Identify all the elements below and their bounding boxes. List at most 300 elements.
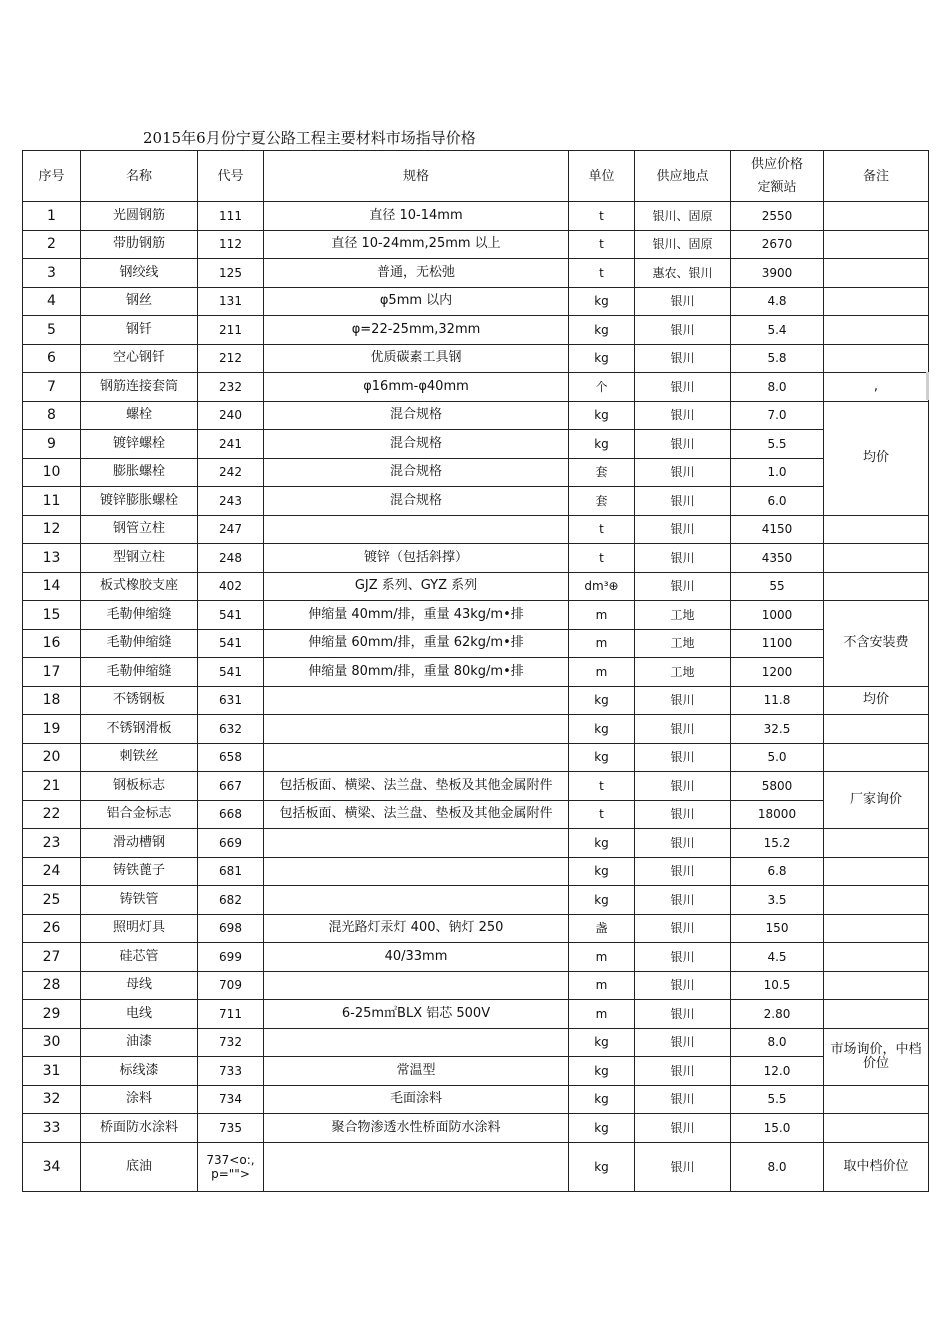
cell-code: 682 <box>198 886 264 915</box>
table-row <box>23 1057 929 1086</box>
cell-code: 698 <box>198 914 264 943</box>
cell-unit: m <box>569 971 635 1000</box>
cell-supply: 银川 <box>635 458 731 487</box>
cell-remark: 均价 <box>824 401 929 515</box>
cell-supply: 银川 <box>635 886 731 915</box>
cell-code: 111 <box>198 202 264 231</box>
cell-code: 402 <box>198 572 264 601</box>
cell-unit: kg <box>569 1057 635 1086</box>
cell-no: 11 <box>23 487 81 516</box>
table-row <box>23 971 929 1000</box>
cell-spec: 聚合物渗透水性桥面防水涂料 <box>264 1114 569 1143</box>
table-row <box>23 401 929 430</box>
cell-supply: 银川 <box>635 829 731 858</box>
table-row <box>23 259 929 288</box>
cell-unit: kg <box>569 829 635 858</box>
cell-no: 27 <box>23 943 81 972</box>
cell-spec: φ16mm-φ40mm <box>264 373 569 402</box>
header-row <box>23 151 929 202</box>
cell-remark <box>824 743 929 772</box>
cell-supply: 银川 <box>635 287 731 316</box>
cell-remark <box>824 857 929 886</box>
cell-unit: kg <box>569 743 635 772</box>
cell-unit: 个 <box>569 373 635 402</box>
cell-code: 247 <box>198 515 264 544</box>
cell-supply: 银川 <box>635 487 731 516</box>
cell-supply: 银川、固原 <box>635 230 731 259</box>
cell-supply: 工地 <box>635 629 731 658</box>
cell-unit: t <box>569 772 635 801</box>
cell-no: 22 <box>23 800 81 829</box>
cell-unit: 套 <box>569 487 635 516</box>
cell-price: 6.8 <box>731 857 824 886</box>
cell-name: 电线 <box>81 1000 198 1029</box>
cell-code: 541 <box>198 658 264 687</box>
cell-name: 毛勒伸缩缝 <box>81 601 198 630</box>
cell-code: 735 <box>198 1114 264 1143</box>
cell-name: 毛勒伸缩缝 <box>81 658 198 687</box>
cell-unit: kg <box>569 401 635 430</box>
cell-supply: 银川 <box>635 316 731 345</box>
cell-unit: kg <box>569 886 635 915</box>
cell-no: 3 <box>23 259 81 288</box>
cell-name: 涂料 <box>81 1085 198 1114</box>
cell-name: 滑动槽钢 <box>81 829 198 858</box>
cell-no: 10 <box>23 458 81 487</box>
cell-no: 16 <box>23 629 81 658</box>
header-name: 名称 <box>81 151 198 202</box>
cell-no: 1 <box>23 202 81 231</box>
cell-name: 照明灯具 <box>81 914 198 943</box>
cell-spec: 伸缩量 60mm/排，重量 62kg/m•排 <box>264 629 569 658</box>
table-row <box>23 316 929 345</box>
cell-price: 4.8 <box>731 287 824 316</box>
cell-supply: 银川 <box>635 1114 731 1143</box>
table-row <box>23 430 929 459</box>
cell-price: 10.5 <box>731 971 824 1000</box>
cell-spec: 常温型 <box>264 1057 569 1086</box>
cell-price: 4.5 <box>731 943 824 972</box>
cell-spec: 直径 10-24mm,25mm 以上 <box>264 230 569 259</box>
cell-price: 5.5 <box>731 430 824 459</box>
cell-code: 681 <box>198 857 264 886</box>
cell-code: 541 <box>198 601 264 630</box>
cell-code: 733 <box>198 1057 264 1086</box>
cell-code: 711 <box>198 1000 264 1029</box>
cell-code: 632 <box>198 715 264 744</box>
cell-supply: 银川 <box>635 1085 731 1114</box>
cell-spec: 混合规格 <box>264 487 569 516</box>
cell-supply: 银川 <box>635 943 731 972</box>
cell-unit: kg <box>569 287 635 316</box>
cell-name: 刺铁丝 <box>81 743 198 772</box>
cell-name: 镀锌膨胀螺栓 <box>81 487 198 516</box>
cell-name: 不锈钢板 <box>81 686 198 715</box>
header-spec: 规格 <box>264 151 569 202</box>
cell-unit: m <box>569 658 635 687</box>
cell-remark <box>824 259 929 288</box>
cell-remark <box>824 971 929 1000</box>
cell-unit: t <box>569 544 635 573</box>
cell-code: 241 <box>198 430 264 459</box>
cell-remark <box>824 886 929 915</box>
table-row <box>23 344 929 373</box>
page-title: 2015年6月份宁夏公路工程主要材料市场指导价格 <box>143 129 476 147</box>
table-row <box>23 601 929 630</box>
cell-no: 6 <box>23 344 81 373</box>
cell-remark: 不含安装费 <box>824 601 929 687</box>
cell-unit: kg <box>569 1085 635 1114</box>
cell-code: 212 <box>198 344 264 373</box>
cell-no: 13 <box>23 544 81 573</box>
cell-code: 658 <box>198 743 264 772</box>
cell-code: 243 <box>198 487 264 516</box>
table-row <box>23 800 929 829</box>
cell-spec: 混合规格 <box>264 401 569 430</box>
cell-name: 光圆钢筋 <box>81 202 198 231</box>
cell-code: 699 <box>198 943 264 972</box>
cell-no: 2 <box>23 230 81 259</box>
header-price-line2: 定额站 <box>757 180 797 195</box>
table-row <box>23 772 929 801</box>
cell-unit: kg <box>569 857 635 886</box>
cell-price: 15.0 <box>731 1114 824 1143</box>
cell-no: 30 <box>23 1028 81 1057</box>
cell-no: 34 <box>23 1142 81 1191</box>
cell-spec: 毛面涂料 <box>264 1085 569 1114</box>
cell-spec: φ=22-25mm,32mm <box>264 316 569 345</box>
cell-price: 7.0 <box>731 401 824 430</box>
cell-spec <box>264 886 569 915</box>
cell-unit: kg <box>569 1142 635 1191</box>
cell-supply: 银川 <box>635 914 731 943</box>
cell-supply: 银川 <box>635 373 731 402</box>
cell-code: 734 <box>198 1085 264 1114</box>
cell-supply: 银川 <box>635 686 731 715</box>
cell-unit: kg <box>569 686 635 715</box>
cell-supply: 银川 <box>635 743 731 772</box>
cell-name: 钢绞线 <box>81 259 198 288</box>
cell-name: 型钢立柱 <box>81 544 198 573</box>
cell-no: 8 <box>23 401 81 430</box>
cell-remark <box>824 230 929 259</box>
cell-unit: kg <box>569 430 635 459</box>
cell-unit: m <box>569 601 635 630</box>
cell-unit: kg <box>569 1114 635 1143</box>
cell-code: 667 <box>198 772 264 801</box>
cell-supply: 银川 <box>635 1142 731 1191</box>
cell-code: 131 <box>198 287 264 316</box>
cell-supply: 银川 <box>635 401 731 430</box>
cell-unit: m <box>569 1000 635 1029</box>
cell-spec: 普通，无松弛 <box>264 259 569 288</box>
cell-remark <box>824 829 929 858</box>
cell-code: 242 <box>198 458 264 487</box>
cell-remark <box>824 544 929 573</box>
header-code: 代号 <box>198 151 264 202</box>
table-row <box>23 1085 929 1114</box>
cell-spec <box>264 971 569 1000</box>
cell-supply: 银川 <box>635 572 731 601</box>
cell-price: 3900 <box>731 259 824 288</box>
cell-spec: 混光路灯汞灯 400、钠灯 250 <box>264 914 569 943</box>
cell-no: 21 <box>23 772 81 801</box>
cell-price: 5.4 <box>731 316 824 345</box>
table-row <box>23 686 929 715</box>
cell-unit: kg <box>569 316 635 345</box>
cell-unit: t <box>569 202 635 231</box>
cell-remark: 均价 <box>824 686 929 715</box>
cell-name: 钢板标志 <box>81 772 198 801</box>
cell-spec: GJZ 系列、GYZ 系列 <box>264 572 569 601</box>
cell-spec <box>264 743 569 772</box>
cell-remark: 厂家询价 <box>824 772 929 829</box>
cell-code: 737<o:, p=""> <box>198 1142 264 1191</box>
cell-supply: 银川 <box>635 772 731 801</box>
cell-unit: kg <box>569 715 635 744</box>
cell-remark <box>824 943 929 972</box>
header-no: 序号 <box>23 151 81 202</box>
cell-no: 24 <box>23 857 81 886</box>
cell-price: 6.0 <box>731 487 824 516</box>
table-row <box>23 515 929 544</box>
cell-remark <box>824 287 929 316</box>
cell-remark <box>824 344 929 373</box>
cell-price: 1100 <box>731 629 824 658</box>
cell-supply: 银川 <box>635 1057 731 1086</box>
cell-supply: 银川 <box>635 1028 731 1057</box>
cell-code: 732 <box>198 1028 264 1057</box>
cell-name: 铸铁管 <box>81 886 198 915</box>
cell-name: 硅芯管 <box>81 943 198 972</box>
cell-spec: 6-25m㎡BLX 铝芯 500V <box>264 1000 569 1029</box>
header-remark: 备注 <box>824 151 929 202</box>
table-row <box>23 743 929 772</box>
cell-no: 12 <box>23 515 81 544</box>
cell-supply: 银川 <box>635 344 731 373</box>
cell-supply: 银川 <box>635 800 731 829</box>
cell-remark: , <box>824 373 929 402</box>
header-price-line1: 供应价格 <box>750 157 803 172</box>
cell-supply: 惠农、银川 <box>635 259 731 288</box>
cell-code: 211 <box>198 316 264 345</box>
cell-spec <box>264 857 569 886</box>
cell-remark <box>824 515 929 544</box>
table-row <box>23 629 929 658</box>
cell-no: 20 <box>23 743 81 772</box>
page-edge-mark <box>926 372 929 400</box>
cell-price: 55 <box>731 572 824 601</box>
cell-spec <box>264 1028 569 1057</box>
cell-remark <box>824 1085 929 1114</box>
cell-price: 3.5 <box>731 886 824 915</box>
cell-code: 112 <box>198 230 264 259</box>
table-row <box>23 487 929 516</box>
table-row <box>23 886 929 915</box>
cell-spec <box>264 1142 569 1191</box>
cell-spec: 40/33mm <box>264 943 569 972</box>
cell-price: 5800 <box>731 772 824 801</box>
cell-name: 铝合金标志 <box>81 800 198 829</box>
cell-supply: 银川 <box>635 430 731 459</box>
table-row <box>23 1114 929 1143</box>
cell-unit: t <box>569 259 635 288</box>
cell-spec: 镀锌（包括斜撑） <box>264 544 569 573</box>
table-row <box>23 202 929 231</box>
cell-price: 32.5 <box>731 715 824 744</box>
cell-price: 2550 <box>731 202 824 231</box>
cell-supply: 银川 <box>635 715 731 744</box>
cell-remark <box>824 1000 929 1029</box>
cell-spec: 优质碳素工具钢 <box>264 344 569 373</box>
cell-remark: 市场询价，中档价位 <box>824 1028 929 1085</box>
cell-supply: 银川 <box>635 515 731 544</box>
table-row <box>23 829 929 858</box>
cell-no: 17 <box>23 658 81 687</box>
cell-price: 8.0 <box>731 1028 824 1057</box>
cell-name: 不锈钢滑板 <box>81 715 198 744</box>
cell-no: 18 <box>23 686 81 715</box>
cell-supply: 银川、固原 <box>635 202 731 231</box>
cell-price: 5.8 <box>731 344 824 373</box>
cell-unit: kg <box>569 1028 635 1057</box>
cell-price: 8.0 <box>731 373 824 402</box>
cell-spec <box>264 686 569 715</box>
cell-remark: 取中档价位 <box>824 1142 929 1191</box>
cell-no: 26 <box>23 914 81 943</box>
cell-no: 14 <box>23 572 81 601</box>
cell-no: 7 <box>23 373 81 402</box>
cell-no: 23 <box>23 829 81 858</box>
cell-spec <box>264 715 569 744</box>
cell-price: 4150 <box>731 515 824 544</box>
cell-code: 709 <box>198 971 264 1000</box>
cell-supply: 银川 <box>635 544 731 573</box>
header-supply: 供应地点 <box>635 151 731 202</box>
header-price <box>731 151 824 202</box>
cell-spec: 伸缩量 40mm/排，重量 43kg/m•排 <box>264 601 569 630</box>
cell-spec: 包括板面、横梁、法兰盘、垫板及其他金属附件 <box>264 772 569 801</box>
table-row <box>23 857 929 886</box>
table-row <box>23 658 929 687</box>
cell-name: 钢管立柱 <box>81 515 198 544</box>
cell-remark <box>824 202 929 231</box>
table-row <box>23 230 929 259</box>
cell-name: 底油 <box>81 1142 198 1191</box>
cell-price: 1200 <box>731 658 824 687</box>
cell-spec: φ5mm 以内 <box>264 287 569 316</box>
cell-remark <box>824 1114 929 1143</box>
table-row <box>23 287 929 316</box>
cell-price: 11.8 <box>731 686 824 715</box>
cell-price: 8.0 <box>731 1142 824 1191</box>
table-row <box>23 572 929 601</box>
cell-code: 248 <box>198 544 264 573</box>
table-row <box>23 1142 929 1191</box>
cell-name: 带肋钢筋 <box>81 230 198 259</box>
cell-unit: m <box>569 943 635 972</box>
cell-no: 29 <box>23 1000 81 1029</box>
cell-price: 150 <box>731 914 824 943</box>
cell-code: 541 <box>198 629 264 658</box>
cell-no: 9 <box>23 430 81 459</box>
cell-name: 桥面防水涂料 <box>81 1114 198 1143</box>
cell-name: 钢丝 <box>81 287 198 316</box>
cell-spec: 直径 10-14mm <box>264 202 569 231</box>
cell-price: 2.80 <box>731 1000 824 1029</box>
cell-remark <box>824 715 929 744</box>
cell-unit: m <box>569 629 635 658</box>
cell-code: 631 <box>198 686 264 715</box>
cell-name: 毛勒伸缩缝 <box>81 629 198 658</box>
cell-unit: kg <box>569 344 635 373</box>
table-row <box>23 914 929 943</box>
cell-unit: t <box>569 800 635 829</box>
cell-no: 25 <box>23 886 81 915</box>
cell-name: 螺栓 <box>81 401 198 430</box>
cell-unit: 套 <box>569 458 635 487</box>
cell-unit: t <box>569 515 635 544</box>
cell-code: 240 <box>198 401 264 430</box>
cell-unit: dm³⊕ <box>569 572 635 601</box>
cell-supply: 银川 <box>635 1000 731 1029</box>
cell-unit: t <box>569 230 635 259</box>
cell-price: 15.2 <box>731 829 824 858</box>
cell-supply: 工地 <box>635 658 731 687</box>
cell-name: 板式橡胶支座 <box>81 572 198 601</box>
cell-price: 18000 <box>731 800 824 829</box>
cell-supply: 工地 <box>635 601 731 630</box>
cell-name: 油漆 <box>81 1028 198 1057</box>
table-row <box>23 1000 929 1029</box>
cell-supply: 银川 <box>635 857 731 886</box>
cell-name: 母线 <box>81 971 198 1000</box>
cell-no: 33 <box>23 1114 81 1143</box>
price-table <box>22 150 929 1192</box>
cell-price: 4350 <box>731 544 824 573</box>
table-row <box>23 544 929 573</box>
cell-price: 1000 <box>731 601 824 630</box>
table-row <box>23 458 929 487</box>
cell-spec: 包括板面、横梁、法兰盘、垫板及其他金属附件 <box>264 800 569 829</box>
cell-code: 125 <box>198 259 264 288</box>
cell-name: 钢筋连接套筒 <box>81 373 198 402</box>
cell-price: 5.0 <box>731 743 824 772</box>
cell-unit: 盏 <box>569 914 635 943</box>
cell-spec: 混合规格 <box>264 430 569 459</box>
table-row <box>23 715 929 744</box>
cell-code: 669 <box>198 829 264 858</box>
cell-remark <box>824 914 929 943</box>
table-row <box>23 943 929 972</box>
table-row <box>23 1028 929 1057</box>
cell-code: 668 <box>198 800 264 829</box>
cell-no: 19 <box>23 715 81 744</box>
cell-name: 铸铁蓖子 <box>81 857 198 886</box>
cell-price: 1.0 <box>731 458 824 487</box>
cell-no: 15 <box>23 601 81 630</box>
cell-supply: 银川 <box>635 971 731 1000</box>
cell-price: 5.5 <box>731 1085 824 1114</box>
cell-no: 28 <box>23 971 81 1000</box>
cell-name: 镀锌螺栓 <box>81 430 198 459</box>
cell-name: 标线漆 <box>81 1057 198 1086</box>
cell-spec <box>264 829 569 858</box>
cell-no: 32 <box>23 1085 81 1114</box>
cell-no: 31 <box>23 1057 81 1086</box>
cell-remark <box>824 316 929 345</box>
cell-name: 钢钎 <box>81 316 198 345</box>
